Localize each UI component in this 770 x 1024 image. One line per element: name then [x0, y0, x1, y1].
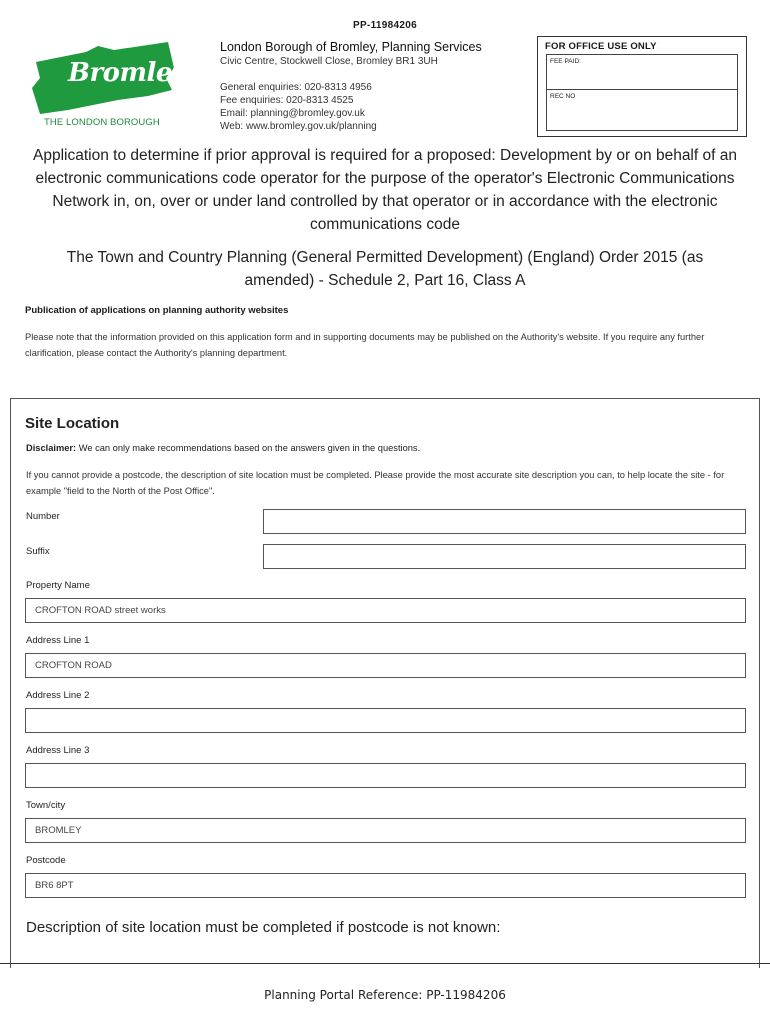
postcode-label: Postcode [26, 855, 66, 866]
address-line-1-label: Address Line 1 [26, 635, 90, 646]
postcode-input[interactable]: BR6 8PT [25, 873, 746, 898]
town-input[interactable]: BROMLEY [25, 818, 746, 843]
address-line-3-input[interactable] [25, 763, 746, 788]
publication-heading: Publication of applications on planning authority websites [25, 305, 289, 316]
reference-number: PP-11984206 [353, 20, 417, 31]
publication-text: Please note that the information provided on this application form and in supporting documents may be published on the Authority's website. If you require any further clarification, please contact the Authority's planning department. [25, 332, 705, 358]
description-heading: Description of site location must be completed if postcode is not known: [26, 919, 501, 936]
rec-no-label: REC NO [550, 93, 576, 100]
logo-subtitle: THE LONDON BOROUGH [44, 117, 160, 128]
form-title: Application to determine if prior approval is required for a proposed: Development by or on behalf of an electronic communications code operator for the purpose of the operator's Electronic Communications Network in, on, over or under land controlled by that operator or in accordance with the electronic communications code [33, 147, 737, 233]
email-address: Email: planning@bromley.gov.uk [220, 108, 365, 119]
town-label: Town/city [26, 800, 66, 811]
suffix-label: Suffix [26, 546, 50, 557]
address-line-2-input[interactable] [25, 708, 746, 733]
disclaimer-text: We can only make recommendations based on the answers given in the questions. [78, 443, 421, 453]
organisation-title: London Borough of Bromley, Planning Services [220, 40, 482, 54]
postcode-note: If you cannot provide a postcode, the description of site location must be completed. Please provide the most accurate site description you can, to help locate the site - for example "field to the North of the Post Office". [26, 470, 725, 496]
organisation-address: Civic Centre, Stockwell Close, Bromley BR1 3UH [220, 56, 438, 67]
property-name-label: Property Name [26, 580, 90, 591]
fee-enquiries: Fee enquiries: 020-8313 4525 [220, 95, 354, 106]
office-use-title: FOR OFFICE USE ONLY [545, 41, 657, 52]
number-label: Number [26, 511, 60, 522]
number-input[interactable] [263, 509, 746, 534]
site-location-heading: Site Location [25, 415, 120, 432]
organisation-details [220, 40, 520, 133]
footer-reference: Planning Portal Reference: PP-11984206 [264, 988, 506, 1002]
address-line-2-label: Address Line 2 [26, 690, 90, 701]
address-line-1-input[interactable]: CROFTON ROAD [25, 653, 746, 678]
bromley-logo [28, 38, 187, 133]
fee-paid-field [546, 54, 738, 90]
property-name-input[interactable]: CROFTON ROAD street works [25, 598, 746, 623]
office-use-box [537, 36, 747, 137]
rec-no-field [546, 89, 738, 131]
address-line-3-label: Address Line 3 [26, 745, 90, 756]
disclaimer-label: Disclaimer: [26, 443, 77, 453]
site-location-section [10, 398, 760, 968]
logo-text: Bromley [68, 58, 187, 88]
page-divider [0, 963, 770, 964]
fee-paid-label: FEE PAID: [550, 58, 581, 65]
suffix-input[interactable] [263, 544, 746, 569]
website-address: Web: www.bromley.gov.uk/planning [220, 121, 377, 132]
disclaimer [26, 443, 420, 453]
form-subtitle: The Town and Country Planning (General Permitted Development) (England) Order 2015 (as amended) - Schedule 2, Part 16, Class A [66, 249, 704, 289]
general-enquiries: General enquiries: 020-8313 4956 [220, 82, 372, 93]
